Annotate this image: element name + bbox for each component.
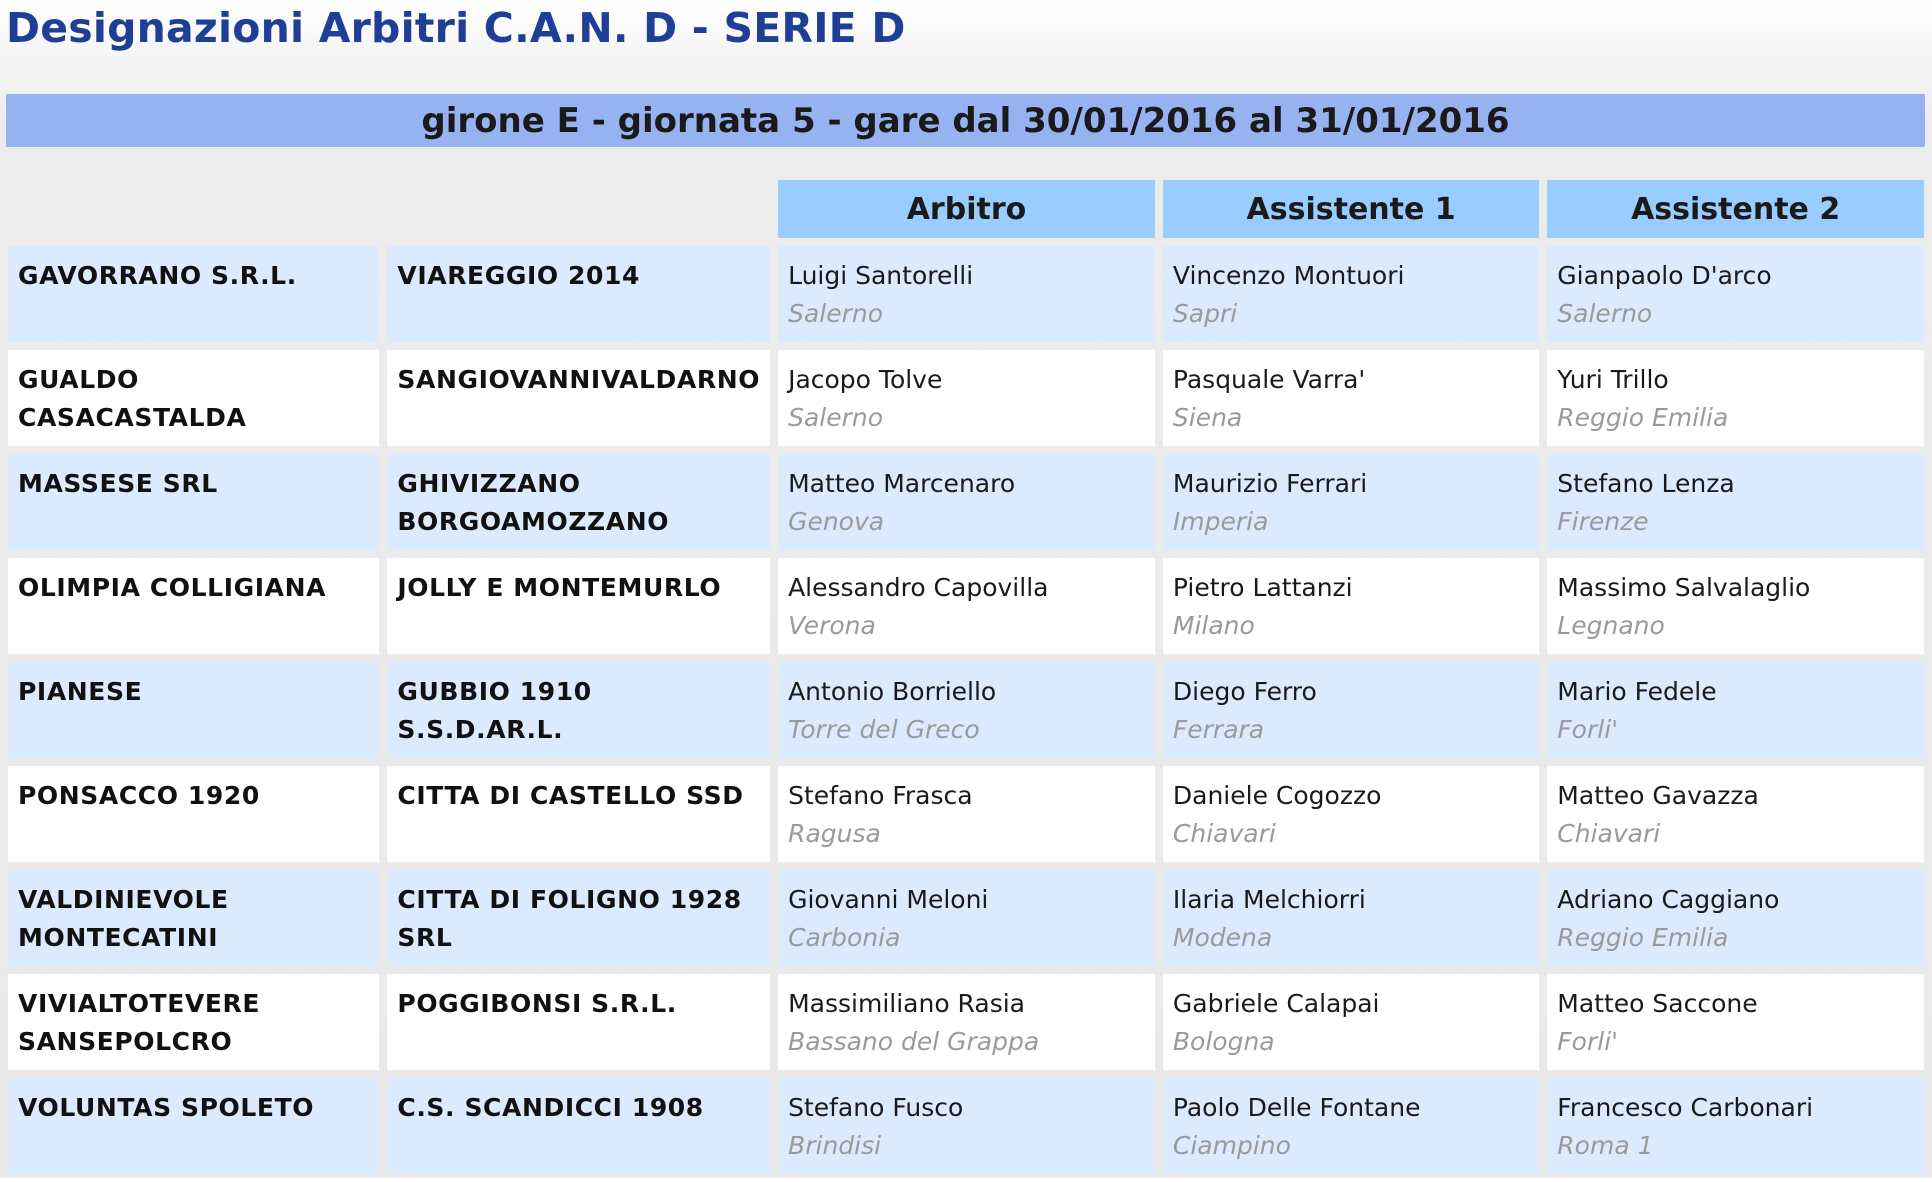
assistant-2-city: Reggio Emilia bbox=[1557, 403, 1729, 432]
home-team-cell bbox=[8, 870, 379, 966]
referee-city: Genova bbox=[788, 507, 885, 536]
referee-name: Giovanni Meloni bbox=[788, 885, 989, 914]
home-team-cell bbox=[8, 766, 379, 862]
assistant-2-name: Francesco Carbonari bbox=[1557, 1093, 1814, 1122]
referee-cell bbox=[778, 1078, 1155, 1174]
assistant-2-city: Forli' bbox=[1557, 1027, 1619, 1056]
home-team-cell bbox=[8, 974, 379, 1070]
header-assistant-1: Assistente 1 bbox=[1163, 180, 1539, 238]
home-team: GUALDO CASACASTALDA bbox=[18, 365, 247, 432]
away-team-cell bbox=[387, 350, 770, 446]
assistant-1-name: Paolo Delle Fontane bbox=[1172, 1093, 1421, 1122]
assistant-2-city: Chiavari bbox=[1557, 819, 1661, 848]
home-team: PIANESE bbox=[18, 677, 143, 706]
away-team: POGGIBONSI S.R.L. bbox=[397, 989, 677, 1018]
referee-cell bbox=[778, 246, 1155, 342]
assistant-2-cell bbox=[1547, 870, 1924, 966]
referee-cell bbox=[778, 454, 1155, 550]
home-team: VIVIALTOTEVERE SANSEPOLCRO bbox=[18, 989, 261, 1056]
header-home-team bbox=[8, 180, 379, 238]
away-team-cell bbox=[387, 662, 770, 758]
referee-name: Stefano Fusco bbox=[788, 1093, 964, 1122]
away-team: GHIVIZZANO BORGOAMOZZANO bbox=[397, 469, 670, 536]
assistant-2-city: Firenze bbox=[1557, 507, 1649, 536]
assistant-2-cell bbox=[1547, 662, 1924, 758]
assistant-2-city: Roma 1 bbox=[1557, 1131, 1654, 1160]
table-row bbox=[8, 246, 1924, 342]
assistant-1-city: Modena bbox=[1172, 923, 1273, 952]
assistant-1-cell bbox=[1163, 558, 1539, 654]
assistant-2-cell bbox=[1547, 454, 1924, 550]
away-team: VIAREGGIO 2014 bbox=[397, 261, 640, 290]
assistant-2-city: Forli' bbox=[1557, 715, 1619, 744]
home-team: VOLUNTAS SPOLETO bbox=[18, 1093, 315, 1122]
assistant-2-name: Yuri Trillo bbox=[1557, 365, 1669, 394]
home-team: PONSACCO 1920 bbox=[18, 781, 260, 810]
assistant-2-cell bbox=[1547, 1078, 1924, 1174]
assistant-1-city: Milano bbox=[1172, 611, 1255, 640]
assistant-2-name: Stefano Lenza bbox=[1557, 469, 1735, 498]
referee-name: Alessandro Capovilla bbox=[788, 573, 1049, 602]
assistant-1-name: Gabriele Calapai bbox=[1172, 989, 1380, 1018]
home-team-cell bbox=[8, 662, 379, 758]
assistant-2-name: Matteo Gavazza bbox=[1557, 781, 1759, 810]
referee-cell bbox=[778, 974, 1155, 1070]
assistant-2-name: Mario Fedele bbox=[1557, 677, 1717, 706]
assistant-1-cell bbox=[1163, 870, 1539, 966]
assistant-2-city: Salerno bbox=[1557, 299, 1653, 328]
referee-cell bbox=[778, 870, 1155, 966]
referee-city: Ragusa bbox=[788, 819, 881, 848]
table-row bbox=[8, 558, 1924, 654]
assistant-2-name: Massimo Salvalaglio bbox=[1557, 573, 1811, 602]
assistant-2-name: Gianpaolo D'arco bbox=[1557, 261, 1772, 290]
assistant-1-name: Maurizio Ferrari bbox=[1172, 469, 1368, 498]
away-team: JOLLY E MONTEMURLO bbox=[397, 573, 722, 602]
home-team: VALDINIEVOLE MONTECATINI bbox=[18, 885, 229, 952]
home-team: OLIMPIA COLLIGIANA bbox=[18, 573, 327, 602]
assistant-1-city: Ciampino bbox=[1172, 1131, 1291, 1160]
assistant-1-name: Daniele Cogozzo bbox=[1172, 781, 1382, 810]
home-team-cell bbox=[8, 454, 379, 550]
away-team-cell bbox=[387, 454, 770, 550]
table-row bbox=[8, 870, 1924, 966]
referee-name: Massimiliano Rasia bbox=[788, 989, 1025, 1018]
assistant-1-cell bbox=[1163, 974, 1539, 1070]
away-team-cell bbox=[387, 870, 770, 966]
referee-cell bbox=[778, 662, 1155, 758]
assistant-2-cell bbox=[1547, 974, 1924, 1070]
assistant-1-cell bbox=[1163, 662, 1539, 758]
table-row bbox=[8, 454, 1924, 550]
home-team-cell bbox=[8, 350, 379, 446]
round-banner: girone E - giornata 5 - gare dal 30/01/2016 al 31/01/2016 bbox=[6, 94, 1925, 147]
assistant-1-cell bbox=[1163, 350, 1539, 446]
away-team: CITTA DI CASTELLO SSD bbox=[397, 781, 744, 810]
home-team: MASSESE SRL bbox=[18, 469, 218, 498]
away-team: C.S. SCANDICCI 1908 bbox=[397, 1093, 704, 1122]
assistant-2-cell bbox=[1547, 350, 1924, 446]
assistant-1-city: Sapri bbox=[1172, 299, 1238, 328]
assistant-2-name: Adriano Caggiano bbox=[1557, 885, 1780, 914]
referee-cell bbox=[778, 766, 1155, 862]
away-team: GUBBIO 1910 S.S.D.AR.L. bbox=[397, 677, 592, 744]
header-away-team bbox=[387, 180, 770, 238]
table-row bbox=[8, 350, 1924, 446]
referee-city: Bassano del Grappa bbox=[788, 1027, 1040, 1056]
referee-cell bbox=[778, 350, 1155, 446]
away-team-cell bbox=[387, 1078, 770, 1174]
away-team-cell bbox=[387, 246, 770, 342]
away-team-cell bbox=[387, 766, 770, 862]
table-row bbox=[8, 662, 1924, 758]
referee-name: Stefano Frasca bbox=[788, 781, 973, 810]
assistant-1-name: Pasquale Varra' bbox=[1172, 365, 1366, 394]
table-header-row bbox=[8, 180, 1924, 238]
assistant-2-city: Reggio Emilia bbox=[1557, 923, 1729, 952]
referee-city: Torre del Greco bbox=[788, 715, 980, 744]
away-team-cell bbox=[387, 974, 770, 1070]
assistant-1-name: Diego Ferro bbox=[1172, 677, 1317, 706]
home-team: GAVORRANO S.R.L. bbox=[18, 261, 297, 290]
assistant-2-cell bbox=[1547, 558, 1924, 654]
assistant-2-city: Legnano bbox=[1557, 611, 1665, 640]
assistant-2-cell bbox=[1547, 246, 1924, 342]
assistant-1-city: Imperia bbox=[1172, 507, 1269, 536]
assistant-1-name: Pietro Lattanzi bbox=[1172, 573, 1353, 602]
assistant-1-name: Vincenzo Montuori bbox=[1172, 261, 1405, 290]
table-row bbox=[8, 766, 1924, 862]
assistant-1-city: Ferrara bbox=[1172, 715, 1265, 744]
assistant-1-city: Siena bbox=[1172, 403, 1243, 432]
away-team-cell bbox=[387, 558, 770, 654]
referee-name: Luigi Santorelli bbox=[788, 261, 974, 290]
home-team-cell bbox=[8, 246, 379, 342]
referee-name: Antonio Borriello bbox=[788, 677, 997, 706]
referee-city: Salerno bbox=[788, 299, 884, 328]
referee-city: Salerno bbox=[788, 403, 884, 432]
header-referee: Arbitro bbox=[778, 180, 1155, 238]
header-assistant-2: Assistente 2 bbox=[1547, 180, 1924, 238]
assistant-2-cell bbox=[1547, 766, 1924, 862]
assistant-1-cell bbox=[1163, 454, 1539, 550]
assistant-1-cell bbox=[1163, 1078, 1539, 1174]
referee-name: Matteo Marcenaro bbox=[788, 469, 1016, 498]
referee-cell bbox=[778, 558, 1155, 654]
table-row bbox=[8, 974, 1924, 1070]
referee-city: Brindisi bbox=[788, 1131, 882, 1160]
assistant-1-name: Ilaria Melchiorri bbox=[1172, 885, 1366, 914]
designations-table bbox=[0, 172, 1932, 1182]
assistant-1-city: Bologna bbox=[1172, 1027, 1275, 1056]
assistant-1-cell bbox=[1163, 246, 1539, 342]
referee-city: Verona bbox=[788, 611, 876, 640]
referee-name: Jacopo Tolve bbox=[788, 365, 943, 394]
referee-city: Carbonia bbox=[788, 923, 901, 952]
assistant-1-cell bbox=[1163, 766, 1539, 862]
away-team: CITTA DI FOLIGNO 1928 SRL bbox=[397, 885, 742, 952]
page-title: Designazioni Arbitri C.A.N. D - SERIE D bbox=[6, 4, 906, 52]
home-team-cell bbox=[8, 1078, 379, 1174]
assistant-2-name: Matteo Saccone bbox=[1557, 989, 1758, 1018]
table-row bbox=[8, 1078, 1924, 1174]
away-team: SANGIOVANNIVALDARNO bbox=[397, 365, 761, 394]
home-team-cell bbox=[8, 558, 379, 654]
assistant-1-city: Chiavari bbox=[1172, 819, 1276, 848]
